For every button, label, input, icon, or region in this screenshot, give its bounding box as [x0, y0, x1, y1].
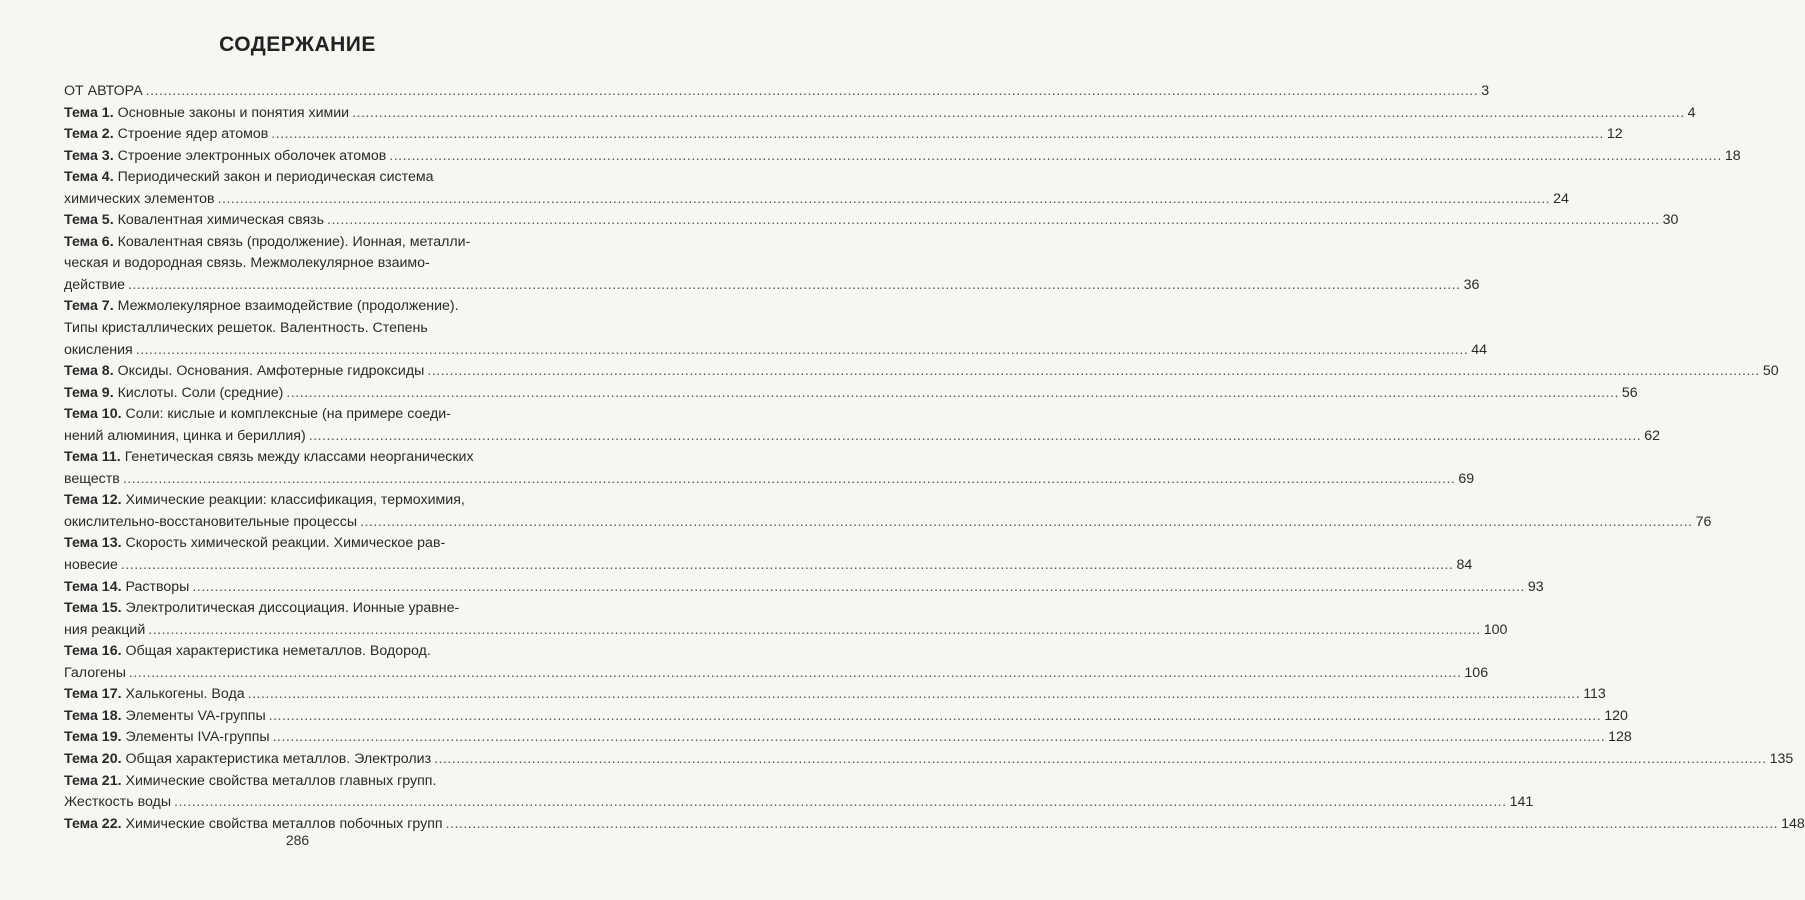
toc-entry-line	[64, 404, 554, 426]
toc-entry[interactable]	[64, 404, 1660, 447]
toc-entry-title: Межмолекулярное взаимодействие (продолжение).	[117, 298, 459, 315]
toc-page-number: 69	[1458, 470, 1475, 487]
toc-entry-line	[64, 296, 554, 318]
toc-entry-text	[64, 189, 215, 211]
toc-dot-leader: ............................................................................................................................................................................................................................................................................................................	[445, 815, 1779, 832]
toc-entry-text	[64, 426, 306, 448]
toc-entry-text	[64, 749, 431, 771]
toc-entry-text	[64, 169, 434, 185]
toc-entry-line	[64, 340, 1488, 362]
toc-entry-line	[64, 749, 1794, 771]
toc-entry-title: Химические свойства металлов побочных групп	[125, 815, 443, 832]
toc-entry-text	[64, 103, 349, 125]
toc-page-number: 84	[1456, 557, 1473, 574]
toc-page-number: 30	[1662, 212, 1679, 229]
toc-entry-title: Халькогены. Вода	[125, 686, 245, 703]
toc-entry-text	[64, 210, 324, 232]
toc-entry-text	[64, 706, 266, 728]
toc-entry-title: Основные законы и понятия химии	[117, 104, 350, 121]
toc-entry[interactable]	[64, 577, 1544, 599]
toc-entry-title: Строение ядер атомов	[117, 126, 269, 143]
toc-entry-text	[64, 773, 436, 789]
toc-entry-title: Химические свойства металлов главных групп.	[125, 772, 437, 789]
toc-entry-text	[64, 469, 120, 491]
toc-dot-leader: ............................................................................................................................................................................................................................................................................................................	[389, 147, 1722, 164]
toc-entry-line	[64, 426, 1660, 448]
toc-dot-leader: ............................................................................................................................................................................................................................................................................................................	[308, 427, 1642, 444]
toc-dot-leader: ............................................................................................................................................................................................................................................................................................................	[192, 578, 1525, 595]
toc-entry-line	[64, 124, 1623, 146]
toc-entry[interactable]	[64, 296, 1488, 361]
toc-entry-line	[64, 577, 1544, 599]
toc-entry-text	[64, 340, 133, 362]
toc-entry[interactable]	[64, 490, 1712, 533]
toc-entry[interactable]	[64, 383, 1638, 405]
toc-entry-label: Тема 9.	[64, 384, 114, 401]
toc-entry-text	[64, 600, 459, 616]
toc-entry-title: Общая характеристика металлов. Электролиз	[125, 750, 432, 767]
toc-entry-title: ОТ АВТОРА	[64, 83, 143, 99]
toc-entry-label: Тема 6.	[64, 233, 114, 250]
toc-entry-text	[64, 555, 118, 577]
toc-entry-label: Тема 21.	[64, 772, 122, 789]
toc-page-number: 24	[1553, 190, 1569, 207]
toc-entry-label: Тема 17.	[64, 686, 122, 703]
toc-page-number: 44	[1471, 341, 1488, 358]
toc-entry-text	[64, 684, 245, 706]
page-number: 286	[285, 832, 310, 848]
toc-entry-text	[64, 492, 465, 508]
toc-entry-text	[64, 81, 143, 103]
toc-page-number: 106	[1464, 664, 1489, 681]
toc-entry-line	[64, 533, 554, 555]
toc-entry-text	[64, 449, 474, 465]
toc-entry-title: веществ	[64, 470, 120, 487]
toc-entry[interactable]	[64, 361, 1779, 383]
toc-entry-text	[64, 361, 424, 383]
toc-entry-text	[64, 620, 145, 642]
toc-entry-title: химических элементов	[64, 190, 215, 207]
toc-page-number: 120	[1604, 707, 1628, 724]
toc-entry-line	[64, 663, 1489, 685]
toc-entry-label: Тема 4.	[64, 169, 114, 186]
toc-entry-text	[64, 298, 459, 314]
toc-entry-line	[64, 469, 1475, 491]
toc-dot-leader: ............................................................................................................................................................................................................................................................................................................	[271, 126, 1604, 143]
toc-entry-text	[64, 643, 431, 659]
toc-entry-line	[64, 771, 554, 793]
toc-page-number: 36	[1463, 276, 1480, 293]
toc-dot-leader: ............................................................................................................................................................................................................................................................................................................	[434, 750, 1767, 767]
toc-entry[interactable]	[64, 146, 1741, 168]
toc-entry-title: Оксиды. Основания. Амфотерные гидроксиды	[117, 363, 425, 380]
toc-entry-title: Электролитическая диссоциация. Ионные уравне-	[125, 600, 460, 617]
toc-entry[interactable]	[64, 727, 1632, 749]
table-of-contents	[64, 81, 1805, 835]
toc-entry-text	[64, 792, 171, 814]
toc-dot-leader: ............................................................................................................................................................................................................................................................................................................	[128, 664, 1462, 681]
toc-entry-line	[64, 361, 1779, 383]
toc-entry-line	[64, 383, 1638, 405]
toc-entry-line	[64, 490, 554, 512]
toc-entry-text	[64, 275, 125, 297]
toc-entry[interactable]	[64, 533, 1473, 576]
toc-entry-title: Кислоты. Соли (средние)	[117, 384, 284, 401]
toc-entry-title: Общая характеристика неметаллов. Водород.	[125, 643, 431, 660]
toc-entry-label: Тема 1.	[64, 104, 114, 121]
toc-entry-title: окисления	[64, 341, 133, 358]
toc-entry-line	[64, 103, 1696, 125]
toc-entry-title: действие	[64, 276, 126, 293]
toc-entry-title: Генетическая связь между классами неорганических	[124, 449, 474, 466]
toc-entry-label: Тема 19.	[64, 729, 122, 746]
toc-entry[interactable]	[64, 749, 1794, 771]
toc-entry-text	[64, 255, 430, 271]
toc-page-number: 12	[1606, 126, 1623, 143]
toc-entry[interactable]	[64, 124, 1623, 146]
toc-entry[interactable]	[64, 447, 1475, 490]
toc-entry-title: окислительно-восстановительные процессы	[64, 513, 358, 530]
toc-entry-label: Тема 2.	[64, 126, 114, 143]
toc-dot-leader: ............................................................................................................................................................................................................................................................................................................	[327, 212, 1660, 229]
toc-entry-text	[64, 663, 126, 685]
toc-entry-title: Ковалентная химическая связь	[117, 212, 325, 229]
toc-entry[interactable]	[64, 167, 1569, 210]
toc-entry-label: Тема 14.	[64, 578, 122, 595]
toc-entry-title: ния реакций	[64, 621, 146, 638]
toc-entry-label: Тема 16.	[64, 643, 122, 660]
toc-entry-line	[64, 275, 1480, 297]
toc-entry[interactable]	[64, 103, 1696, 125]
toc-entry-line	[64, 706, 1628, 728]
toc-entry-title: Элементы VA-группы	[125, 707, 266, 724]
toc-page-number: 56	[1621, 384, 1638, 401]
toc-dot-leader: ............................................................................................................................................................................................................................................................................................................	[217, 190, 1551, 207]
toc-entry-text	[64, 535, 445, 551]
toc-entry-text	[64, 406, 451, 422]
toc-dot-leader: ............................................................................................................................................................................................................................................................................................................	[122, 470, 1456, 487]
toc-entry-text	[64, 234, 470, 250]
toc-entry[interactable]	[64, 81, 1490, 103]
toc-entry-title: Галогены	[64, 664, 126, 681]
toc-entry[interactable]	[64, 232, 1480, 297]
toc-entry-text	[64, 146, 386, 168]
toc-entry-title: Ковалентная связь (продолжение). Ионная, металли-	[117, 233, 471, 250]
toc-entry-line	[64, 210, 1679, 232]
toc-dot-leader: ............................................................................................................................................................................................................................................................................................................	[286, 384, 1619, 401]
toc-dot-leader: ............................................................................................................................................................................................................................................................................................................	[174, 794, 1507, 811]
toc-dot-leader: ............................................................................................................................................................................................................................................................................................................	[148, 621, 1481, 638]
toc-entry-title: Растворы	[125, 578, 190, 595]
toc-entry-title: Химические реакции: классификация, термохимия,	[125, 492, 465, 509]
toc-dot-leader: ............................................................................................................................................................................................................................................................................................................	[268, 707, 1602, 724]
toc-entry-line	[64, 684, 1606, 706]
toc-entry-label: Тема 8.	[64, 363, 114, 380]
toc-entry-line	[64, 146, 1741, 168]
toc-page-number: 113	[1583, 686, 1606, 703]
toc-entry-line	[64, 641, 554, 663]
toc-entry-line	[64, 189, 1569, 211]
toc-entry-text	[64, 124, 268, 146]
toc-page-number: 3	[1481, 83, 1490, 99]
toc-entry-line	[64, 512, 1712, 534]
toc-dot-leader: ............................................................................................................................................................................................................................................................................................................	[135, 341, 1469, 358]
toc-entry-title: новесие	[64, 557, 118, 574]
toc-page-number: 4	[1687, 104, 1696, 121]
toc-page-number: 128	[1608, 729, 1632, 746]
toc-entry-label: Тема 5.	[64, 212, 114, 229]
toc-entry-title: ческая и водородная связь. Межмолекулярное взаимо-	[64, 255, 430, 272]
toc-entry-line	[64, 620, 1508, 642]
toc-dot-leader: ............................................................................................................................................................................................................................................................................................................	[145, 83, 1479, 99]
toc-dot-leader: ............................................................................................................................................................................................................................................................................................................	[120, 557, 1454, 574]
toc-entry-text	[64, 727, 270, 749]
toc-page-number: 93	[1527, 578, 1544, 595]
toc-entry-title: нений алюминия, цинка и бериллия)	[64, 427, 306, 444]
toc-entry-line	[64, 81, 1490, 103]
toc-entry-title: Строение электронных оболочек атомов	[117, 147, 387, 164]
toc-entry-label: Тема 12.	[64, 492, 122, 509]
toc-entry[interactable]	[64, 684, 1606, 706]
toc-entry-line	[64, 318, 554, 340]
toc-entry-line	[64, 555, 1473, 577]
toc-entry-label: Тема 13.	[64, 535, 122, 552]
toc-entry-title: Элементы IVA-группы	[125, 729, 270, 746]
toc-entry[interactable]	[64, 641, 1489, 684]
toc-dot-leader: ............................................................................................................................................................................................................................................................................................................	[360, 513, 1693, 530]
toc-entry-title: Периодический закон и периодическая система	[117, 169, 434, 186]
toc-dot-leader: ............................................................................................................................................................................................................................................................................................................	[272, 729, 1606, 746]
toc-entry-text	[64, 320, 428, 336]
toc-entry-label: Тема 3.	[64, 147, 114, 164]
toc-entry[interactable]	[64, 771, 1534, 814]
toc-page-number: 76	[1695, 513, 1712, 530]
toc-entry-text	[64, 577, 189, 599]
toc-dot-leader: ............................................................................................................................................................................................................................................................................................................	[247, 686, 1581, 703]
toc-entry[interactable]	[64, 706, 1628, 728]
toc-entry-text	[64, 512, 357, 534]
toc-page-number: 18	[1724, 147, 1741, 164]
toc-entry-line	[64, 792, 1534, 814]
toc-entry-title: Скорость химической реакции. Химическое рав-	[125, 535, 446, 552]
toc-entry-line	[64, 727, 1632, 749]
toc-page-number: 62	[1644, 427, 1660, 444]
toc-entry[interactable]	[64, 598, 1508, 641]
toc-entry-text	[64, 383, 283, 405]
toc-entry-line	[64, 598, 554, 620]
toc-page-number: 135	[1769, 750, 1794, 767]
toc-entry-label: Тема 7.	[64, 298, 114, 315]
toc-entry-title: Типы кристаллических решеток. Валентность. Степень	[64, 320, 428, 337]
toc-entry-label: Тема 10.	[64, 406, 122, 423]
toc-entry-label: Тема 22.	[64, 815, 122, 832]
toc-entry-title: Соли: кислые и комплексные (на примере соеди-	[125, 406, 451, 423]
toc-entry-title: Жесткость воды	[64, 794, 172, 811]
toc-entry-line	[64, 447, 554, 469]
toc-page-number: 148	[1781, 815, 1805, 832]
toc-entry-label: Тема 20.	[64, 750, 122, 767]
toc-entry-label: Тема 15.	[64, 600, 122, 617]
toc-dot-leader: ............................................................................................................................................................................................................................................................................................................	[352, 104, 1685, 121]
toc-entry-line	[64, 167, 554, 189]
toc-entry-label: Тема 18.	[64, 707, 122, 724]
page-title: СОДЕРЖАНИЕ	[219, 33, 376, 56]
toc-dot-leader: ............................................................................................................................................................................................................................................................................................................	[427, 363, 1760, 380]
toc-entry-label: Тема 11.	[64, 449, 121, 466]
toc-dot-leader: ............................................................................................................................................................................................................................................................................................................	[128, 276, 1461, 293]
toc-entry-line	[64, 253, 554, 275]
toc-page-number: 141	[1509, 794, 1534, 811]
toc-page-number: 50	[1762, 363, 1779, 380]
toc-page-number: 100	[1483, 621, 1508, 638]
toc-entry-line	[64, 232, 554, 254]
toc-entry[interactable]	[64, 210, 1679, 232]
